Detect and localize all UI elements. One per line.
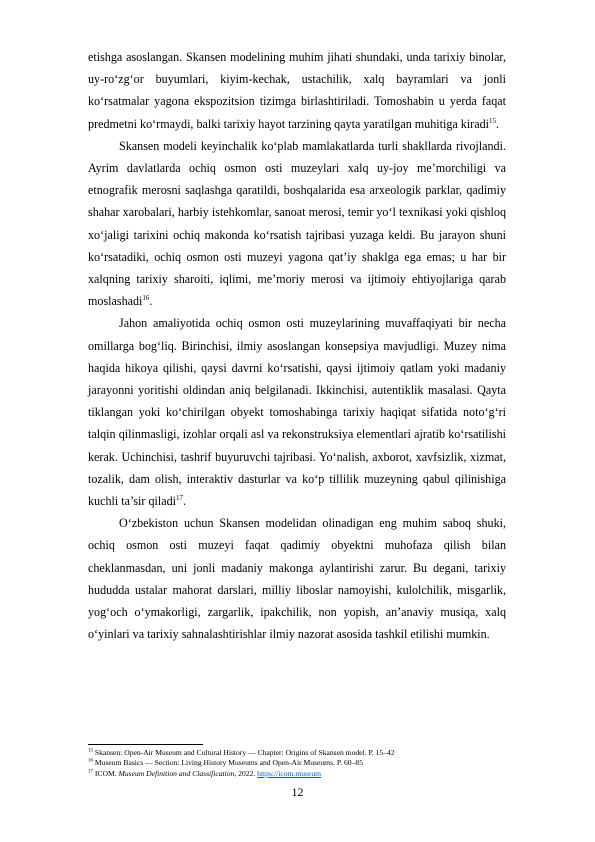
paragraph-3: Jahon amaliyotida ochiq osmon osti muzeylarining muvaffaqiyati bir necha omillarga bog‘liq. Birinchisi, ilmiy asoslangan konsepsiya mavjudligi. Muzey nima haqida hikoya qilishi, qaysi davrni ko‘rsatishi, qaysi ijtimoiy qatlam yoki madaniy jarayonni yoritishi oldindan aniq belgilanadi. Ikkinchisi, autentiklik masalasi. Qayta tiklangan yoki ko‘chirilgan obyekt tomoshabinga tarixiy haqiqat sifatida noto‘g‘ri talqin qilinmasligi, izohlar orqali asl va rekonstruksiya elementlari ajratib ko‘rsatilishi kerak. Uchinchisi, tashrif buyuruvchi tajribasi. Yo‘nalish, axborot, xavfsizlik, xizmat, tozalik, dam olish, interaktiv dasturlar va ko‘p tillilik muzeyning qabul qilinishiga kuchli ta’sir qiladi$^{17}$.: [88, 316, 506, 509]
paragraph-4: O‘zbekiston uchun Skansen modelidan olinadigan eng muhim saboq shuki, ochiq osmon osti muzeyi faqat qadimiy obyektni muhofaza qilish bilan cheklanmasdan, uni jonli madaniy makonga aylantirishi zarur. Bu degani, tarixiy hududda ustalar mahorat darslari, milliy liboslar namoyishi, kulolchilik, misgarlik, yog‘och o‘ymakorligi, zargarlik, ipakchilik, non yopish, an’anaviy musiqa, xalq o‘yinlari va tarixiy sahnalashtirishlar ilmiy nazorat asosida tashkil etilishi mumkin.: [88, 516, 506, 642]
paragraph-2: Skansen modeli keyinchalik ko‘plab mamlakatlarda turli shakllarda rivojlandi. Ayrim davlatlarda ochiq osmon osti muzeylari xalq uy-joy me’morchiligi va etnografik merosni saqlashga qaratildi, boshqalarida esa arxeologik parklar, qadimiy shahar xarobalari, harbiy istehkomlar, sanoat merosi, temir yo‘l texnikasi yoki qishloq xo‘jaligi tarixini ochiq makonda ko‘rsatish tajribasi yuzaga keldi. Bu jarayon shuni ko‘rsatadiki, ochiq osmon osti muzeyi yagona qat’iy shaklga ega emas; u har bir xalqning tarixiy sharoiti, iqlimi, me’moriy merosi va ijtimoiy ehtiyojlariga qarab moslashadi$^{16}$.: [88, 138, 506, 309]
paragraph-1: etishga asoslangan. Skansen modelining muhim jihati shundaki, unda tarixiy binolar, uy-ro‘zg‘or buyumlari, kiyim-kechak, ustachilik, xalq bayramlari va jonli ko‘rsatmalar yagona ekspozitsion tizimga birlashtiriladi. Tomoshabin u yerda faqat predmetni ko‘rmaydi, balki tarixiy hayot tarzining qayta yaratilgan muhitiga kiradi$^{15}$.: [88, 50, 506, 131]
main-text: [88, 46, 506, 645]
footnote-15: $^{15}$ Skansen: Open-Air Museum and Cultural History — Chapter: Origins of Skansen model. P. 15–42: [88, 748, 395, 757]
page-number: 12: [291, 785, 304, 799]
footnote-ref-15[interactable]: 15: [489, 116, 496, 125]
footnote-16: $^{16}$ Museum Basics — Section: Living History Museums and Open-Air Museums. P. 60–85: [88, 758, 363, 768]
footnote-17: $^{17}$ ICOM. Museum Definition and Classification, 2022. https://icom.museum: [88, 768, 322, 778]
icom-link[interactable]: https://icom.museum: [257, 768, 322, 778]
footnote-ref-17[interactable]: 17: [176, 494, 183, 503]
footnote-ref-16[interactable]: 16: [142, 294, 150, 303]
footnotes: [88, 744, 506, 779]
footnote-divider: [88, 744, 203, 745]
